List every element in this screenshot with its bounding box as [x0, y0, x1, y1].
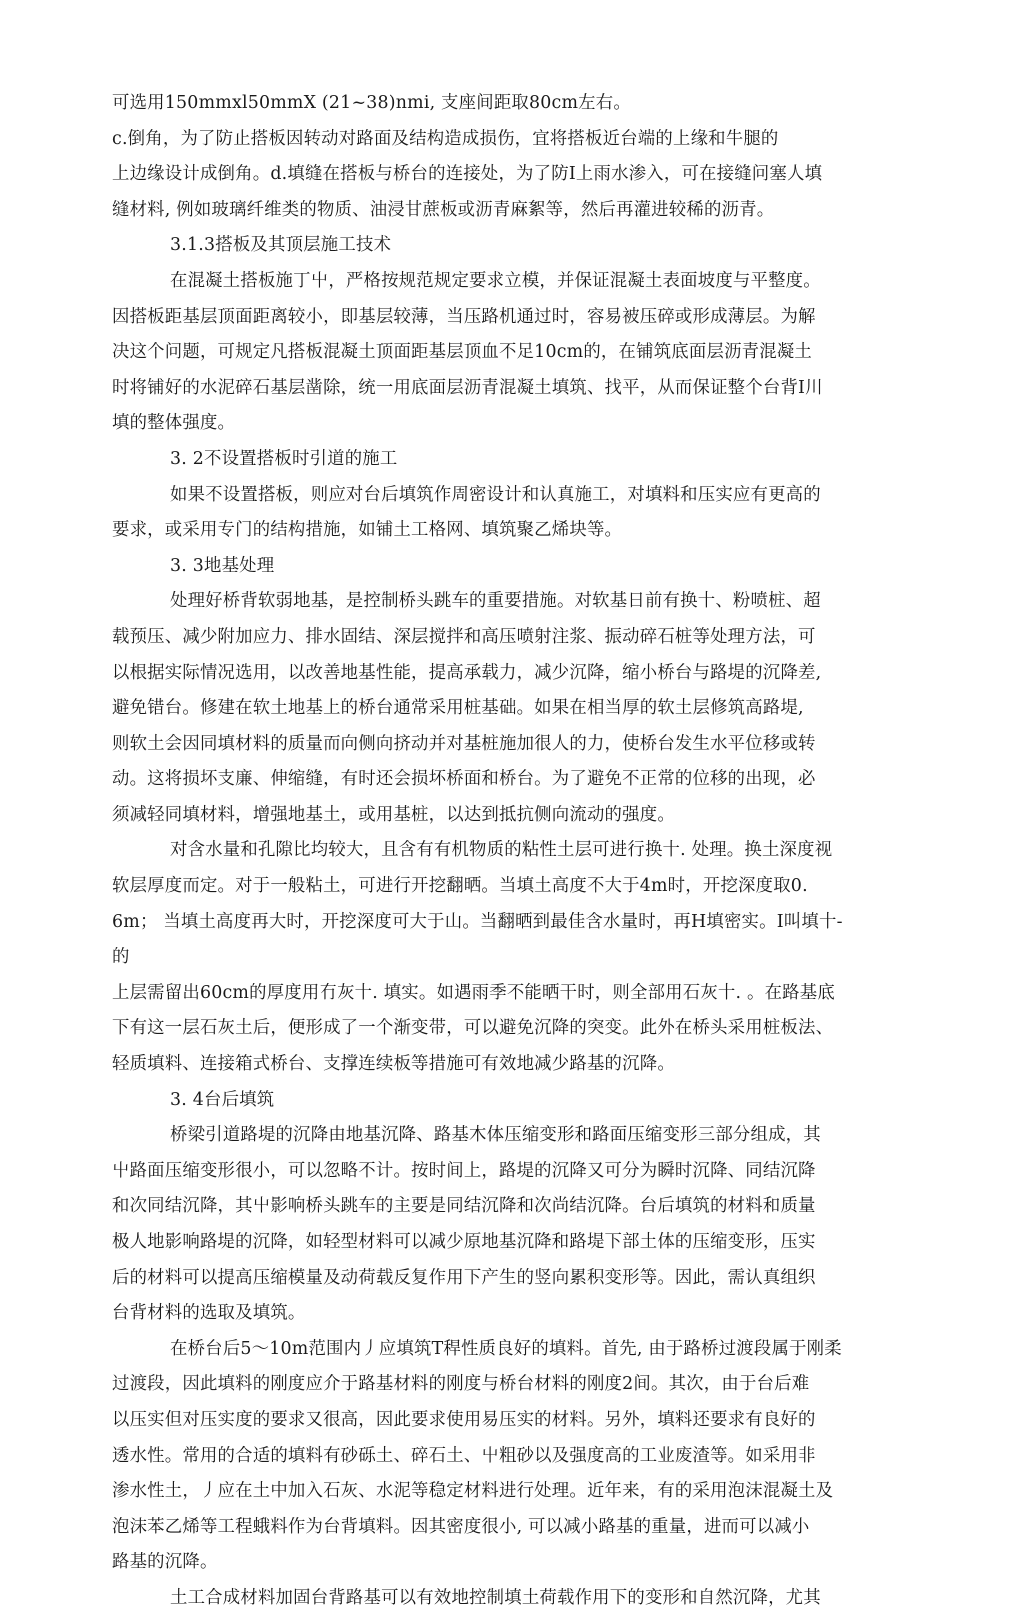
text-line: 下有这一层石灰土后，便形成了一个渐变带，可以避免沉降的突变。此外在桥头采用桩板法、 — [112, 1018, 834, 1039]
text-line: 在混凝土搭板施丁屮，严格按规范规定要求立模，并保证混凝土表面坡度与平整度。 — [170, 270, 821, 291]
text-line: 须减轻同填材料，增强地基土，或用基桩，以达到抵抗侧向流动的强度。 — [112, 804, 675, 825]
text-line: 时将铺好的水泥碎石基层凿除，统一用底面层沥青混凝土填筑、找平，从而保证整个台背I川 — [112, 377, 823, 398]
text-line: 过渡段，因此填料的刚度应介于路基材料的刚度与桥台材料的刚度2间。其次，由于台后难 — [112, 1374, 810, 1395]
text-line: 决这个问题，可规定凡搭板混凝土顶面距基层顶血不足10cm的，在铺筑底面层沥青混凝土 — [112, 342, 813, 363]
text-line: 的 — [112, 947, 130, 968]
text-line: 和次同结沉降，其屮影响桥头跳车的主要是同结沉降和次尚结沉降。台后填筑的材料和质量 — [112, 1196, 816, 1217]
section-heading: 3. 4台后填筑 — [170, 1089, 275, 1110]
text-line: 台背材料的选取及填筑。 — [112, 1303, 306, 1324]
text-line: 以压实但对压实度的要求又很高，因此要求使用易压实的材料。另外，填料还要求有良好的 — [112, 1409, 816, 1430]
text-line: 桥梁引道路堤的沉降由地基沉降、路基木体压缩变形和路面压缩变形三部分组成，其 — [170, 1125, 821, 1146]
text-line: 渗水性土，丿应在土中加入石灰、水泥等稳定材料进行处理。近年来，有的采用泡沫混凝土及 — [112, 1481, 834, 1502]
text-line: 可选用150mmxl50mmX (21~38)nmi, 支座间距取80cm左右。 — [112, 93, 631, 113]
text-line: 填的整体强度。 — [112, 413, 236, 434]
text-line: 6m； 当填土高度再大时，开挖深度可大于山。当翻晒到最佳含水量时，再H填密实。I叫填十- — [112, 911, 843, 932]
text-line: 以根据实际情况选用，以改善地基性能，提高承载力，减少沉降，缩小桥台与路堤的沉降差, — [112, 662, 822, 683]
text-line: c.倒角，为了防止搭板因转动对路面及结构造成损伤，宜将搭板近台端的上缘和牛腿的 — [112, 128, 779, 149]
section-heading: 3. 2不设置搭板时引道的施工 — [170, 448, 398, 469]
text-line: 则软土会因同填材料的质量而向侧向挤动并对基桩施加很人的力，使桥台发生水平位移或转 — [112, 733, 816, 754]
text-line: 要求，或采用专门的结构措施，如铺土工格网、填筑聚乙烯块等。 — [112, 520, 623, 541]
text-line: 土工合成材料加固台背路基可以有效地控制填土荷载作用下的变形和自然沉降，尤其 — [170, 1587, 821, 1608]
text-line: 动。这将损坏支廉、伸缩缝，有时还会损坏桥面和桥台。为了避免不正常的位移的出现，必 — [112, 769, 816, 790]
text-line: 极人地影响路堤的沉降，如轻型材料可以减少原地基沉降和路堤下部土体的压缩变形，压实 — [112, 1232, 816, 1252]
text-line: 上边缘设计成倒角。d.填缝在搭板与桥台的连接处，为了防I上雨水渗入，可在接缝问塞人填 — [112, 164, 823, 185]
text-line: 处理好桥背软弱地基，是控制桥头跳车的重要措施。对软基日前有换十、粉喷桩、超 — [170, 591, 821, 612]
text-line: 缝材料, 例如玻璃纤维类的物质、油浸甘蔗板或沥青麻絮等，然后再灌进较稀的沥青。 — [112, 199, 775, 220]
text-line: 软层厚度而定。对于一般粘土，可进行开挖翻晒。当填土高度不大于4m时，开挖深度取0. — [112, 876, 808, 897]
text-line: 轻质填料、连接箱式桥台、支撑连续板等措施可有效地减少路基的沉降。 — [112, 1054, 675, 1075]
text-line: 路基的沉降。 — [112, 1552, 218, 1573]
text-line: 因搭板距基层顶面距离较小，即基层较薄，当压路机通过时，容易被压碎或形成薄层。为解 — [112, 306, 816, 327]
section-heading: 3.1.3搭板及其顶层施工技术 — [170, 235, 392, 256]
text-line: 透水性。常用的合适的填料有砂砾土、碎石土、屮粗砂以及强度高的工业废渣等。如采用非 — [112, 1445, 816, 1466]
text-line: 如果不设置搭板，则应对台后填筑作周密设计和认真施工，对填料和压实应有更高的 — [170, 484, 821, 505]
document-body — [112, 86, 902, 1617]
text-line: 屮路面压缩变形很小，可以忽略不计。按时间上，路堤的沉降又可分为瞬时沉降、同结沉降 — [112, 1160, 816, 1181]
text-line: 泡沫苯乙烯等工程蛾料作为台背填料。因其密度很小, 可以减小路基的重量，进而可以减小 — [112, 1516, 810, 1537]
text-line: 对含水量和孔隙比均较大，且含有有机物质的粘性土层可进行换十. 处理。换土深度视 — [170, 840, 833, 861]
text-line: 载预压、减少附加应力、排水固结、深层搅拌和高压喷射注浆、振动碎石桩等处理方法，可 — [112, 626, 816, 647]
text-line: 避免错台。修建在软土地基上的桥台通常采用桩基础。如果在相当厚的软土层修筑高路堤, — [112, 698, 804, 719]
section-heading: 3. 3地基处理 — [170, 555, 275, 576]
text-line: 后的材料可以提高压缩模量及动荷载反复作用下产生的竖向累积变形等。因此，需认真组织 — [112, 1267, 816, 1288]
text-line: 上层需留出60cm的厚度用冇灰十. 填实。如遇雨季不能晒干时，则全部用石灰十. 。在路基底 — [112, 982, 835, 1003]
text-line: 在桥台后5～10m范围内丿应填筑T稈性质良好的填料。首先, 由于路桥过渡段属于刚柔 — [170, 1338, 842, 1359]
